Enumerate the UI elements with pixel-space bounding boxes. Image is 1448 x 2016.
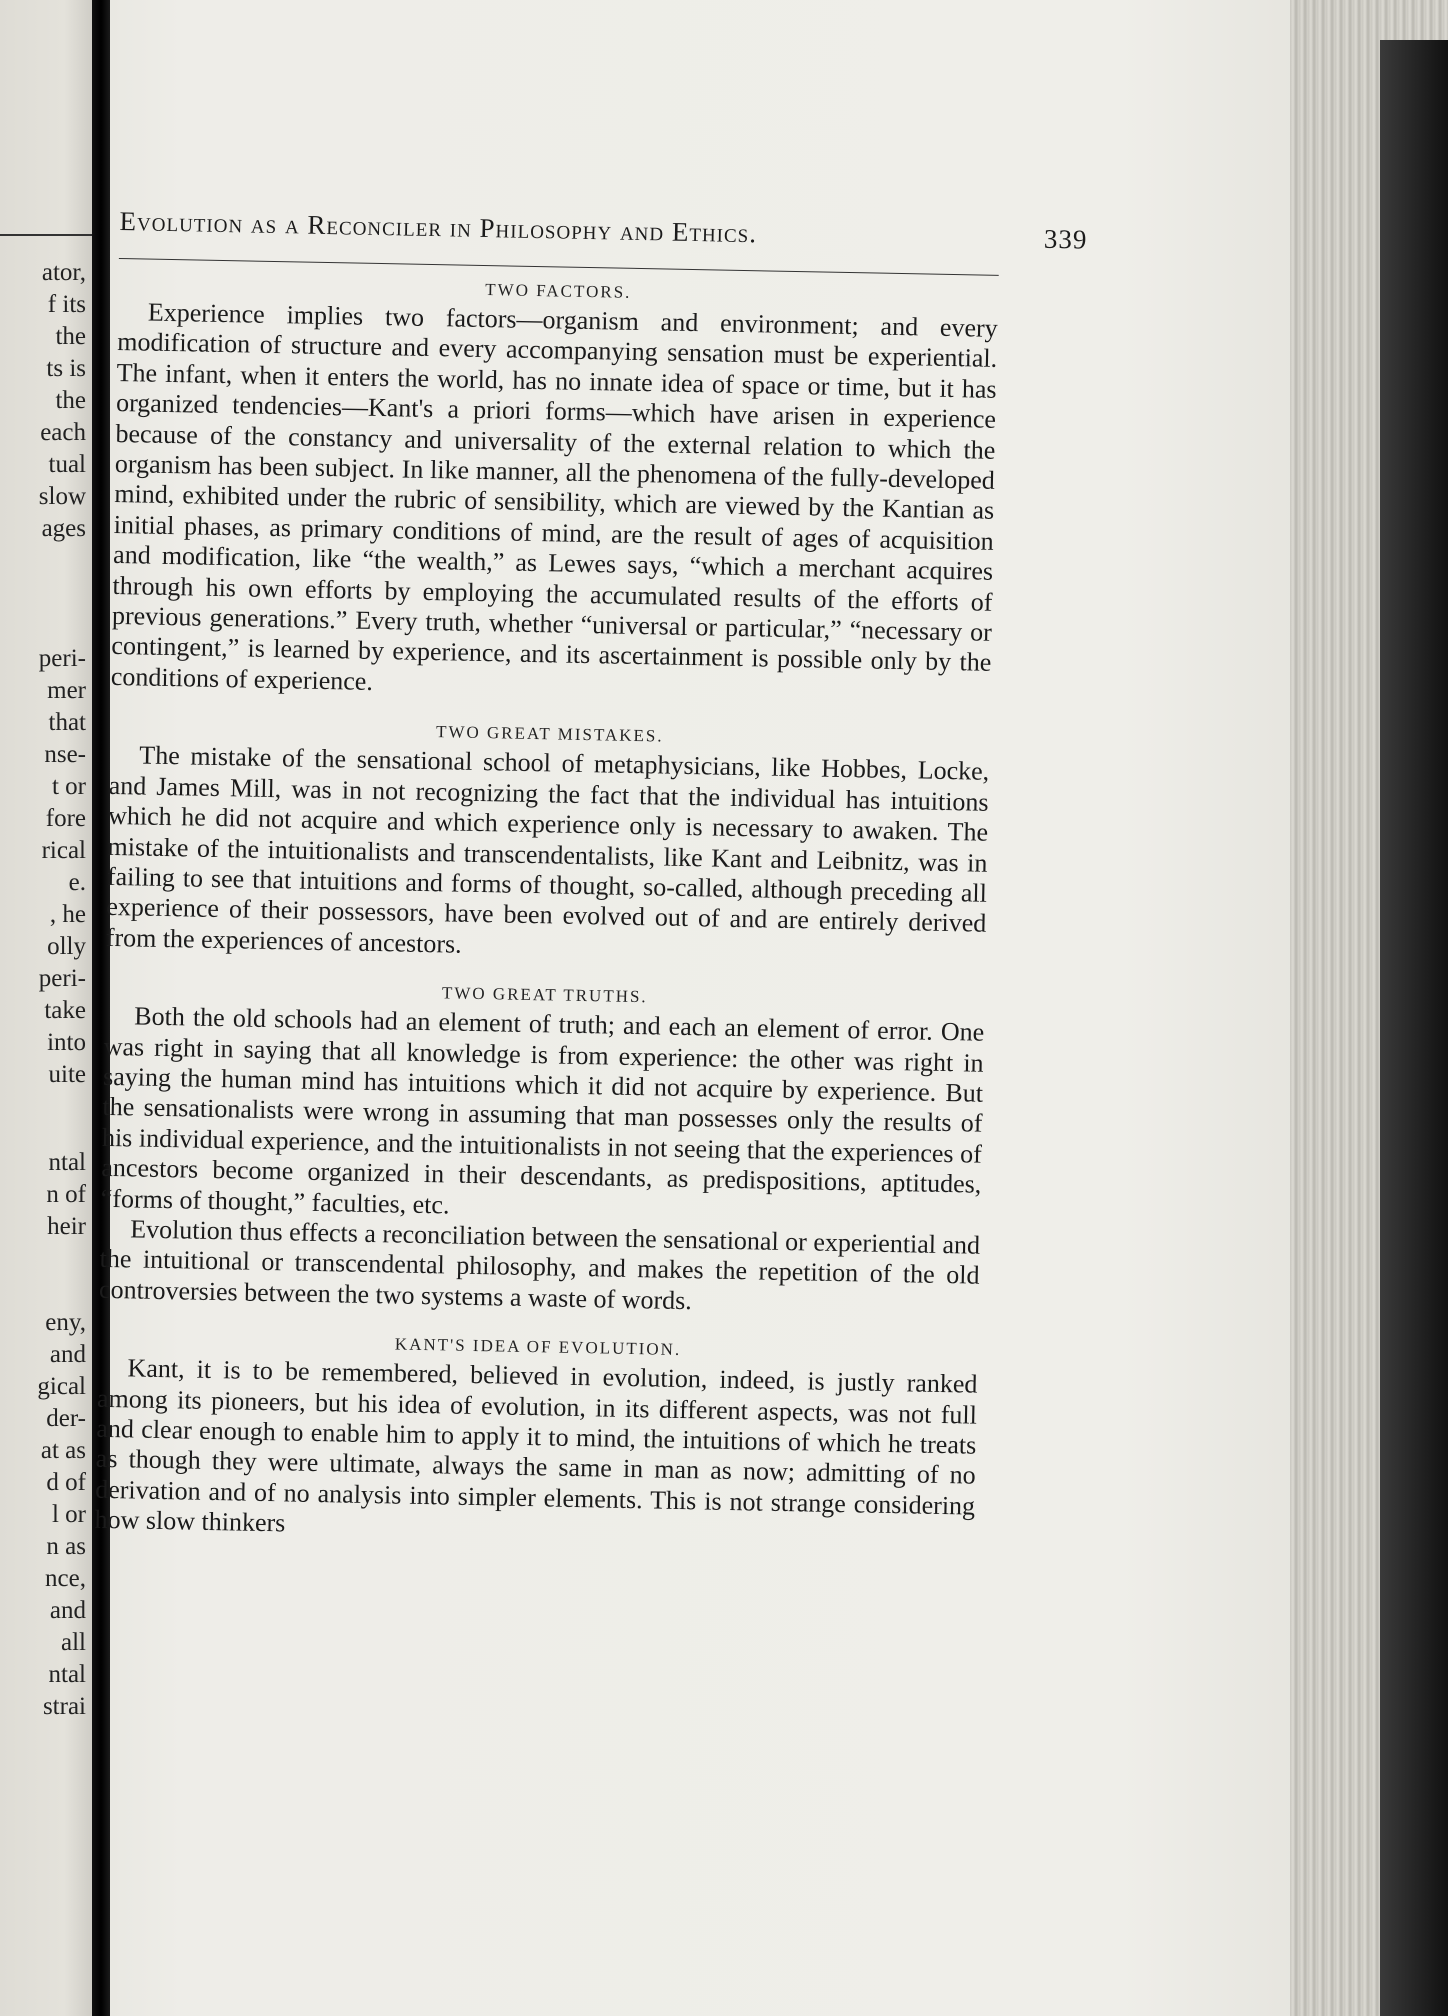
left-page-fragment: , he xyxy=(49,901,86,928)
paragraph: The mistake of the sensational school of metaphysicians, like Hobbes, Locke, and James Mill, was in not recognizing the fact that the individual has intuitions which he did not acquire and which experience only is necessary to awaken. The mistake of the intuitionalists and transcendentalists, like Kant and Leibnitz, was in failing to see that intuitions and forms of thought, so-called, although preceding all experience of their possessors, have been evolved out of and are entirely derived from the experiences of ancestors. xyxy=(105,740,990,959)
left-page-fragment: the xyxy=(55,323,86,350)
left-page-fragment: ages xyxy=(41,515,86,542)
left-page-fragment: l or xyxy=(51,1501,86,1528)
left-page-fragment: e. xyxy=(68,869,86,896)
left-page-fragment: n of xyxy=(46,1181,86,1208)
section-heading: TWO GREAT MISTAKES. xyxy=(435,722,664,746)
left-page-fragment: that xyxy=(48,709,86,736)
paragraph: Both the old schools had an element of truth; and each an element of error. One was right in saying that all knowledge is from experience: the other was right in saying the human mind has intuitions which it did not acquire by experience. But the sensationalists were wrong in assuming that man possesses only the results of his individual experience, and the intuitionalists in not seeing that the experiences of ancestors become organized in their descendants, as predispositions, aptitudes, “forms of thought,” faculties, etc. xyxy=(100,1001,985,1220)
left-page-fragment: slow xyxy=(38,483,86,510)
left-page-fragment: strai xyxy=(42,1693,86,1720)
left-page-fragment: fore xyxy=(45,805,86,832)
left-page-fragment: gical xyxy=(37,1373,86,1400)
section-heading: TWO GREAT TRUTHS. xyxy=(441,983,648,1007)
paragraph: Experience implies two factors—organism and environment; and every modification of structure and every accompanying sensation must be experiential. The infant, when it enters the world, has no innate idea of space or time, but it has organized tendencies—Kant's a priori forms—which have arisen in experience because of the constancy and universality of the external relation to which the organism has been subject. In like manner, all the phenomena of the fully-developed mind, exhibited under the rubric of sensibility, which are viewed by the Kantian as initial phases, as primary conditions of mind, are the result of ages of acquisition and modification, like “the wealth,” as Lewes says, “which a merchant acquires through his own efforts by employing the accumulated results of the efforts of previous generations.” Every truth, whether “universal or particular,” “necessary or contingent,” is learned by experience, and its ascertainment is possible only by the conditions of experience. xyxy=(110,297,998,696)
left-page-fragment: each xyxy=(40,419,86,446)
left-page-fragment: ntal xyxy=(48,1661,86,1688)
paragraph: Evolution thus effects a reconciliation between the sensational or experiential and the intuitional or transcendental philosophy, and makes the repetition of the old controversies between the two systems a waste of words. xyxy=(98,1214,981,1315)
page-content xyxy=(94,200,1088,1578)
left-page-fragment: tual xyxy=(48,451,86,478)
left-page-fragment: ts is xyxy=(46,355,86,382)
left-page-fragment: f its xyxy=(47,291,86,318)
left-page-fragment: t or xyxy=(51,773,86,800)
paragraph: Kant, it is to be remembered, believed in evolution, indeed, is justly ranked among its pioneers, but his idea of evolution, in its different aspects, was not full and clear enough to enable him to apply it to mind, the intuitions of which he treats as though they were ultimate, always the same in man as now; admitting of no derivation and of no analysis into simpler elements. This is not strange considering how slow thinkers xyxy=(94,1353,978,1538)
left-page-fragment: uite xyxy=(48,1061,86,1088)
section-two-great-truths xyxy=(99,977,1065,1323)
left-page-fragment: n as xyxy=(46,1533,86,1560)
left-page-fragment: and xyxy=(49,1341,86,1368)
left-page-fragment: heir xyxy=(47,1213,86,1240)
left-page-fragment: mer xyxy=(47,677,86,704)
left-page-fragment: take xyxy=(44,997,86,1024)
left-page-fragment: rical xyxy=(41,837,86,864)
left-facing-page xyxy=(0,0,92,2016)
left-page-fragment: at as xyxy=(40,1437,86,1464)
section-two-great-mistakes xyxy=(106,716,1070,971)
left-page-fragment: eny, xyxy=(45,1309,86,1336)
left-page-fragment: peri- xyxy=(38,965,86,992)
left-page-fragment: the xyxy=(55,387,86,414)
section-heading: TWO FACTORS. xyxy=(485,280,632,302)
section-kants-idea-of-evolution xyxy=(94,1329,1058,1554)
left-page-fragment: der- xyxy=(46,1405,86,1432)
left-page-fragment: all xyxy=(61,1629,86,1656)
left-page-fragment: into xyxy=(47,1029,86,1056)
running-title: Evolution as a Reconciler in Philosophy and Ethics. xyxy=(119,205,758,249)
left-page-fragment: ntal xyxy=(48,1149,86,1176)
page-number: 339 xyxy=(1043,223,1088,255)
section-heading: KANT'S IDEA OF EVOLUTION. xyxy=(394,1334,682,1360)
left-page-fragment: d of xyxy=(46,1469,86,1496)
left-page-fragment: and xyxy=(49,1597,86,1624)
section-two-factors xyxy=(111,273,1079,711)
left-page-fragment: nse- xyxy=(44,741,86,768)
book-cover-edge xyxy=(1380,40,1448,2016)
left-page-fragment: nce, xyxy=(45,1565,86,1592)
left-page-fragment: olly xyxy=(47,933,86,960)
left-page-fragment: ator, xyxy=(41,259,86,286)
left-page-rule xyxy=(0,234,92,236)
left-page-fragment: peri- xyxy=(38,645,86,672)
